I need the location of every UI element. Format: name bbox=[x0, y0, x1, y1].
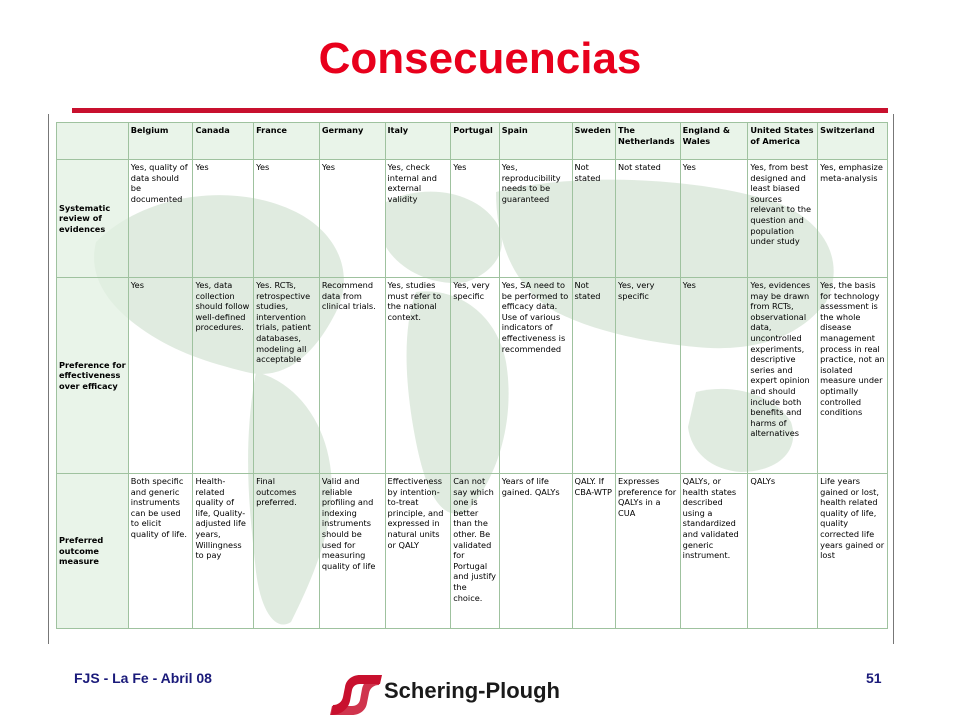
column-header bbox=[57, 123, 129, 160]
table-cell: Yes bbox=[319, 160, 385, 278]
table-cell: Yes, SA need to be performed to efficacy data. Use of various indicators of effectiveness is recommended bbox=[499, 278, 572, 474]
table-cell: Valid and reliable profiling and indexing instruments should be used for measuring quality of life bbox=[319, 474, 385, 629]
table-cell: Yes bbox=[193, 160, 254, 278]
hta-comparison-table bbox=[56, 122, 888, 629]
table-cell: Yes, reproducibility needs to be guaranteed bbox=[499, 160, 572, 278]
title-underline bbox=[72, 108, 888, 113]
table-cell: Yes, from best designed and least biased sources relevant to the question and population under study bbox=[748, 160, 818, 278]
table-cell: QALY. If CBA-WTP bbox=[572, 474, 615, 629]
column-header: United States of America bbox=[748, 123, 818, 160]
table-cell: Yes, very specific bbox=[451, 278, 500, 474]
table-cell: Yes, quality of data should be documented bbox=[128, 160, 193, 278]
table-cell: Yes, check internal and external validity bbox=[385, 160, 451, 278]
table-cell: Yes bbox=[451, 160, 500, 278]
footer-presenter: FJS - La Fe - Abril 08 bbox=[74, 670, 212, 686]
row-header: Preferred outcome measure bbox=[57, 474, 129, 629]
table-cell: Recommend data from clinical trials. bbox=[319, 278, 385, 474]
column-header: Germany bbox=[319, 123, 385, 160]
table-cell: Yes, very specific bbox=[615, 278, 680, 474]
column-header: Belgium bbox=[128, 123, 193, 160]
table-cell: Not stated bbox=[572, 160, 615, 278]
table-cell: Yes, evidences may be drawn from RCTs, observational data, uncontrolled experiments, descriptive series and expert opinion and should include both benefits and harms of alternatives bbox=[748, 278, 818, 474]
table-cell: Yes, the basis for technology assessment is the whole disease management process in real practice, not an isolated measure under optimally controlled conditions bbox=[818, 278, 888, 474]
table-cell: Not stated bbox=[572, 278, 615, 474]
page-number: 51 bbox=[866, 670, 882, 686]
table-cell: Final outcomes preferred. bbox=[254, 474, 320, 629]
table-cell: QALYs, or health states described using a standardized and validated generic instrument. bbox=[680, 474, 748, 629]
table-cell: Can not say which one is better than the other. Be validated for Portugal and justify the choice. bbox=[451, 474, 500, 629]
table-row bbox=[57, 160, 888, 278]
column-header: Canada bbox=[193, 123, 254, 160]
table-cell: Effectiveness by intention-to-treat principle, and expressed in natural units or QALY bbox=[385, 474, 451, 629]
table-cell: Both specific and generic instruments can be used to elicit quality of life. bbox=[128, 474, 193, 629]
table-cell: Yes, studies must refer to the national context. bbox=[385, 278, 451, 474]
column-header: England & Wales bbox=[680, 123, 748, 160]
column-header: Sweden bbox=[572, 123, 615, 160]
column-header: Portugal bbox=[451, 123, 500, 160]
table-row bbox=[57, 278, 888, 474]
table-cell: Life years gained or lost, health related quality of life, quality corrected life years gained or lost bbox=[818, 474, 888, 629]
table-header-row bbox=[57, 123, 888, 160]
table-cell: Health-related quality of life, Quality-adjusted life years, Willingness to pay bbox=[193, 474, 254, 629]
left-frame-line bbox=[48, 114, 49, 644]
column-header: Spain bbox=[499, 123, 572, 160]
table-cell: Yes bbox=[254, 160, 320, 278]
column-header: Italy bbox=[385, 123, 451, 160]
row-header: Systematic review of evidences bbox=[57, 160, 129, 278]
schering-plough-logo bbox=[330, 672, 590, 720]
table-cell: Expresses preference for QALYs in a CUA bbox=[615, 474, 680, 629]
slide-title: Consecuencias bbox=[318, 34, 642, 83]
column-header: The Netherlands bbox=[615, 123, 680, 160]
logo-mark-icon bbox=[330, 672, 382, 718]
table-cell: Yes. RCTs, retrospective studies, intervention trials, patient databases, modeling all acceptable bbox=[254, 278, 320, 474]
comparison-table-container bbox=[56, 122, 888, 638]
table-cell: QALYs bbox=[748, 474, 818, 629]
right-frame-line bbox=[893, 114, 894, 644]
table-cell: Years of life gained. QALYs bbox=[499, 474, 572, 629]
column-header: Switzerland bbox=[818, 123, 888, 160]
column-header: France bbox=[254, 123, 320, 160]
table-cell: Yes bbox=[680, 278, 748, 474]
row-header: Preference for effectiveness over efficacy bbox=[57, 278, 129, 474]
table-row bbox=[57, 474, 888, 629]
table-cell: Yes, emphasize meta-analysis bbox=[818, 160, 888, 278]
table-cell: Yes bbox=[128, 278, 193, 474]
table-cell: Yes bbox=[680, 160, 748, 278]
table-cell: Not stated bbox=[615, 160, 680, 278]
logo-wordmark: Schering-Plough bbox=[384, 678, 560, 703]
table-cell: Yes, data collection should follow well-defined procedures. bbox=[193, 278, 254, 474]
